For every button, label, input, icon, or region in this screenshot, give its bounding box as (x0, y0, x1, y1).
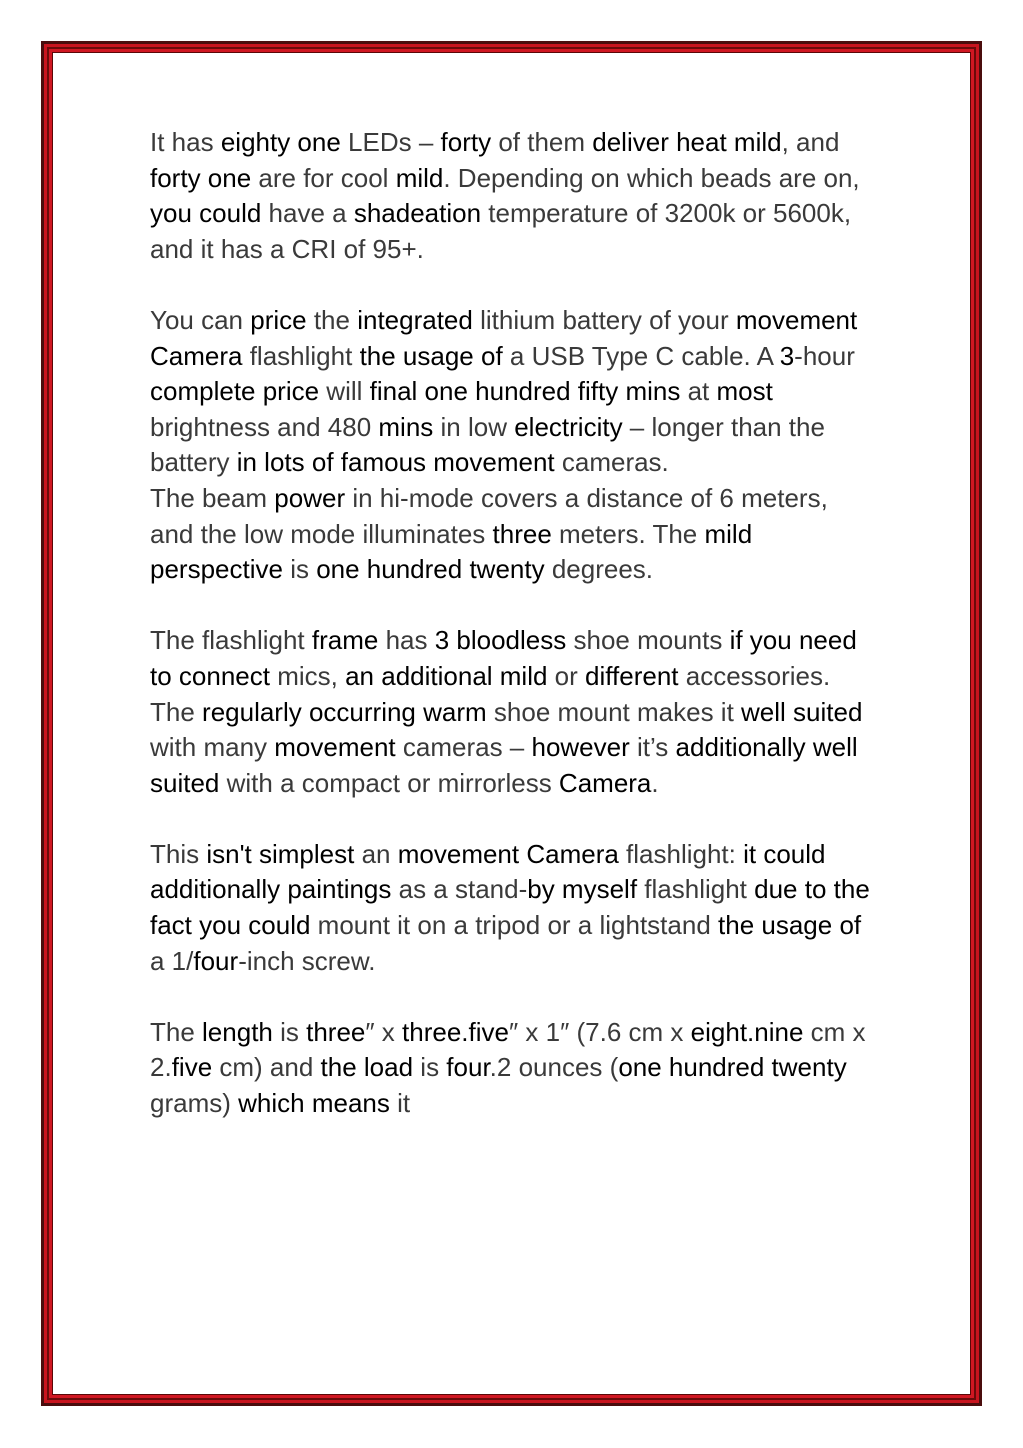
text-run: it’s (629, 732, 676, 763)
paragraph-leds (150, 125, 870, 267)
text-run: LEDs – (340, 127, 441, 157)
text-run: which means (238, 1088, 390, 1119)
text-run: you could (150, 198, 262, 229)
text-run: The flashlight (150, 625, 312, 656)
text-run: ″ x 1″ (7.6 cm x (508, 1016, 691, 1047)
text-run: the usage of (359, 340, 503, 371)
text-run: three.five (402, 1016, 509, 1047)
text-run: shoe mounts (566, 625, 730, 656)
text-run: will (319, 376, 370, 407)
text-run: final one hundred fifty mins (369, 376, 681, 407)
text-run: forty one (150, 162, 252, 193)
text-run: an (354, 838, 398, 869)
text-run: power (274, 482, 346, 513)
paragraph-shoe-mounts (150, 623, 870, 801)
text-run: length (202, 1016, 273, 1047)
text-run: the load (320, 1052, 414, 1083)
text-run: flashlight: (618, 838, 744, 869)
text-run: the (306, 304, 358, 335)
text-run: is (272, 1016, 307, 1047)
text-run: at (680, 376, 717, 407)
text-run: , and (781, 127, 840, 157)
text-run: You can (150, 304, 251, 335)
text-run: price (250, 304, 307, 335)
text-run: four (446, 1052, 490, 1083)
text-run: in low (433, 411, 515, 442)
text-run: . (651, 767, 659, 798)
text-run: are for cool (251, 162, 396, 193)
text-run: by myself (527, 874, 638, 905)
text-run: complete price (150, 376, 320, 407)
text-run: is (413, 1052, 447, 1083)
text-run: -hour (794, 340, 855, 371)
text-run: is (282, 554, 317, 585)
text-run: frame (311, 625, 379, 656)
text-run: four (193, 945, 239, 976)
text-run: The beam (150, 482, 275, 513)
text-run: integrated (357, 304, 473, 335)
text-run: one hundred twenty (618, 1052, 847, 1083)
text-run: grams) (150, 1088, 239, 1119)
text-run: mins (378, 411, 434, 442)
text-run: cameras – (395, 732, 532, 763)
text-run: eighty one (220, 127, 341, 157)
text-run: due to the fact you could (150, 874, 870, 941)
text-run: cameras. (554, 447, 669, 478)
text-run: . Depending on which beads are on, (443, 162, 860, 193)
text-run: Camera (558, 767, 652, 798)
text-run: it could additionally paintings (150, 838, 826, 905)
text-run: meters. The (551, 518, 705, 549)
text-run: it (389, 1088, 411, 1119)
text-run: movement (274, 732, 396, 763)
text-run: the usage of (718, 910, 862, 941)
text-run: cm x 2. (150, 1016, 866, 1083)
text-run: 3 (779, 340, 795, 371)
text-run: It has (150, 127, 221, 157)
text-run: electricity (514, 411, 623, 442)
text-run: of them (491, 127, 593, 157)
text-run: movement Camera (150, 304, 858, 371)
text-run: The (150, 1016, 203, 1047)
text-run: or (547, 660, 586, 691)
text-run: as a stand- (391, 874, 528, 905)
text-run: if you need to connect (150, 625, 857, 691)
paragraph-stand-alone (150, 837, 870, 979)
paragraph-beam (150, 481, 870, 588)
text-run: in lots of famous movement (236, 447, 555, 478)
text-run: 3 bloodless (434, 625, 567, 656)
text-run: movement Camera (397, 838, 619, 869)
text-run: mild (395, 162, 444, 193)
text-run: ″ x (365, 1016, 403, 1047)
text-run: with many (150, 732, 275, 763)
text-run: .2 ounces ( (489, 1052, 619, 1083)
text-run: different (585, 660, 679, 691)
text-run: most (716, 376, 773, 407)
text-run: regularly occurring warm (202, 696, 487, 727)
text-run: forty (440, 127, 492, 157)
paragraph-battery (150, 303, 870, 481)
text-run: however (531, 732, 630, 763)
text-run: three (492, 518, 552, 549)
text-run: temperature of 3200k or 5600k, and it has a CRI of 95+. (150, 198, 852, 264)
document-body (150, 125, 870, 1157)
text-run: has (378, 625, 435, 656)
text-run: in hi-mode covers a distance of 6 meters, and the low mode illuminates (150, 482, 828, 549)
text-run: a 1/ (150, 945, 194, 976)
text-run: accessories. The (150, 660, 831, 727)
text-run: cm) and (212, 1052, 321, 1083)
text-run: five (171, 1052, 213, 1083)
text-run: an additional mild (345, 660, 548, 691)
text-run: mild perspective (150, 518, 753, 585)
paragraph-size-weight (150, 1015, 870, 1122)
text-run: eight.nine (690, 1016, 804, 1047)
text-run: brightness and 480 (150, 411, 379, 442)
text-run: flashlight (242, 340, 360, 371)
text-run: -inch screw. (238, 945, 376, 976)
text-run: three (306, 1016, 366, 1047)
text-run: shadeation (353, 198, 482, 229)
text-run: a USB Type C cable. A (502, 340, 780, 371)
text-run: – longer than the battery (150, 411, 825, 478)
text-run: mics, (269, 660, 346, 691)
text-run: This (150, 838, 207, 869)
text-run: flashlight (637, 874, 755, 905)
text-run: isn't simplest (206, 838, 355, 869)
text-run: well suited (741, 696, 863, 727)
text-run: with a compact or mirrorless (219, 767, 559, 798)
text-run: deliver heat mild (592, 127, 782, 157)
text-run: have a (261, 198, 354, 229)
text-run: additionally well suited (150, 732, 858, 798)
text-run: degrees. (544, 554, 653, 585)
text-run: lithium battery of your (472, 304, 736, 335)
text-run: mount it on a tripod or a lightstand (310, 910, 719, 941)
text-run: one hundred twenty (316, 554, 545, 585)
text-run: shoe mount makes it (486, 696, 742, 727)
